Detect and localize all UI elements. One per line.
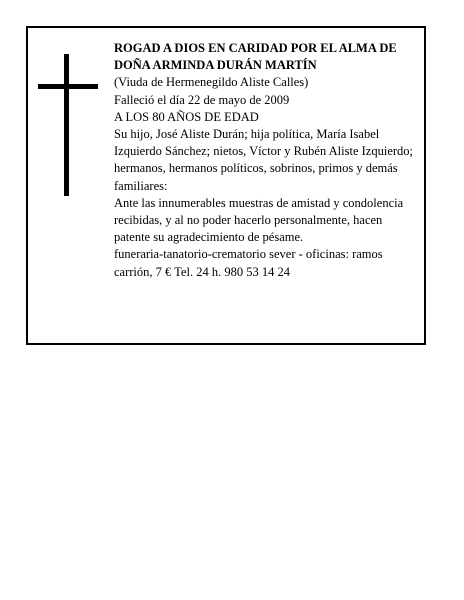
obituary-text xyxy=(114,40,414,281)
funeral-home-text: funeraria-tanatorio-crematorio sever - oficinas: ramos carrión, 7 € Tel. 24 h. 980 53 14 24 xyxy=(114,247,383,279)
thanks-text: Ante las innumerables muestras de amistad y condolencia recibidas, y al no poder hacerlo personalmente, hacen patente su agradecimiento de pésame. xyxy=(114,195,404,245)
notice-heading: ROGAD A DIOS EN CARIDAD POR EL ALMA DE DOÑA ARMINDA DURÁN MARTÍN xyxy=(114,41,397,73)
age-line: A LOS 80 AÑOS DE EDAD xyxy=(114,109,259,124)
death-date-line: Falleció el día 22 de mayo de 2009 xyxy=(114,92,290,107)
cross-vertical-bar xyxy=(64,54,69,196)
cross-icon xyxy=(38,54,98,196)
widow-line: (Viuda de Hermenegildo Aliste Calles) xyxy=(114,75,309,90)
cross-horizontal-bar xyxy=(38,84,98,89)
family-text: Su hijo, José Aliste Durán; hija política, María Isabel Izquierdo Sánchez; nietos, Víctor y Rubén Aliste Izquierdo; hermanos, hermanos políticos, sobrinos, primos y demás familiares: xyxy=(114,127,413,193)
